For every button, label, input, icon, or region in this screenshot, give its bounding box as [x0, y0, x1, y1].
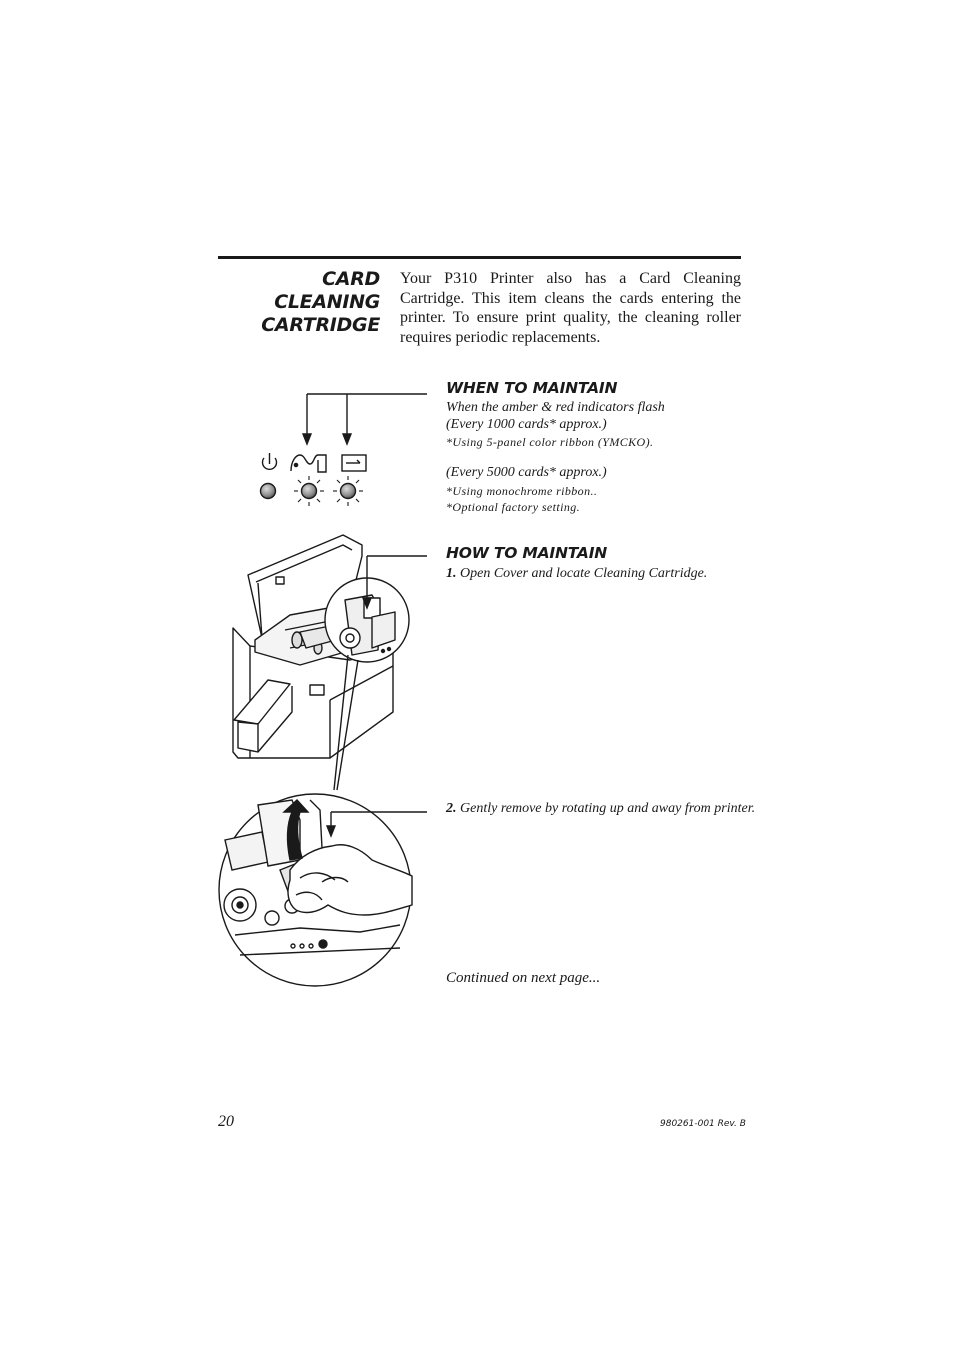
when-note1: *Using 5-panel color ribbon (YMCKO).	[446, 435, 654, 449]
step1-number: 1.	[446, 566, 457, 581]
printer-illustration	[233, 535, 409, 758]
card-icon	[342, 455, 366, 471]
when-line1: When the amber & red indicators flash	[446, 400, 665, 415]
ribbon-led-flashing	[294, 476, 324, 506]
page-number: 20	[218, 1113, 234, 1130]
power-icon	[263, 453, 277, 469]
step2-text: Gently remove by rotating up and away from printer.	[460, 801, 756, 816]
intro-paragraph: Your P310 Printer also has a Card Cleaning Cartridge. This item cleans the cards entering the printer. To ensure print quality, the cleaning roller requires periodic replacements.	[400, 270, 741, 346]
section-title-line1: CARD CLEANING	[274, 268, 380, 313]
power-led	[261, 484, 276, 499]
card-led-flashing	[333, 476, 363, 506]
indicator-pointer	[303, 394, 427, 444]
when-note3: *Optional factory setting.	[446, 500, 581, 514]
when-line3: (Every 5000 cards* approx.)	[446, 465, 607, 480]
when-note2: *Using monochrome ribbon..	[446, 484, 598, 498]
step2-number: 2.	[446, 801, 457, 816]
section-title-line2: CARTRIDGE	[261, 314, 380, 336]
document-number: 980261-001 Rev. B	[660, 1119, 746, 1129]
continued-note: Continued on next page...	[446, 970, 601, 986]
step1-text: Open Cover and locate Cleaning Cartridge.	[460, 566, 708, 581]
when-heading: WHEN TO MAINTAIN	[446, 379, 618, 397]
indicator-panel	[261, 394, 428, 506]
removal-detail-illustration	[219, 794, 412, 986]
ribbon-icon	[291, 455, 326, 472]
how-heading: HOW TO MAINTAIN	[446, 544, 608, 562]
when-line2: (Every 1000 cards* approx.)	[446, 417, 607, 432]
